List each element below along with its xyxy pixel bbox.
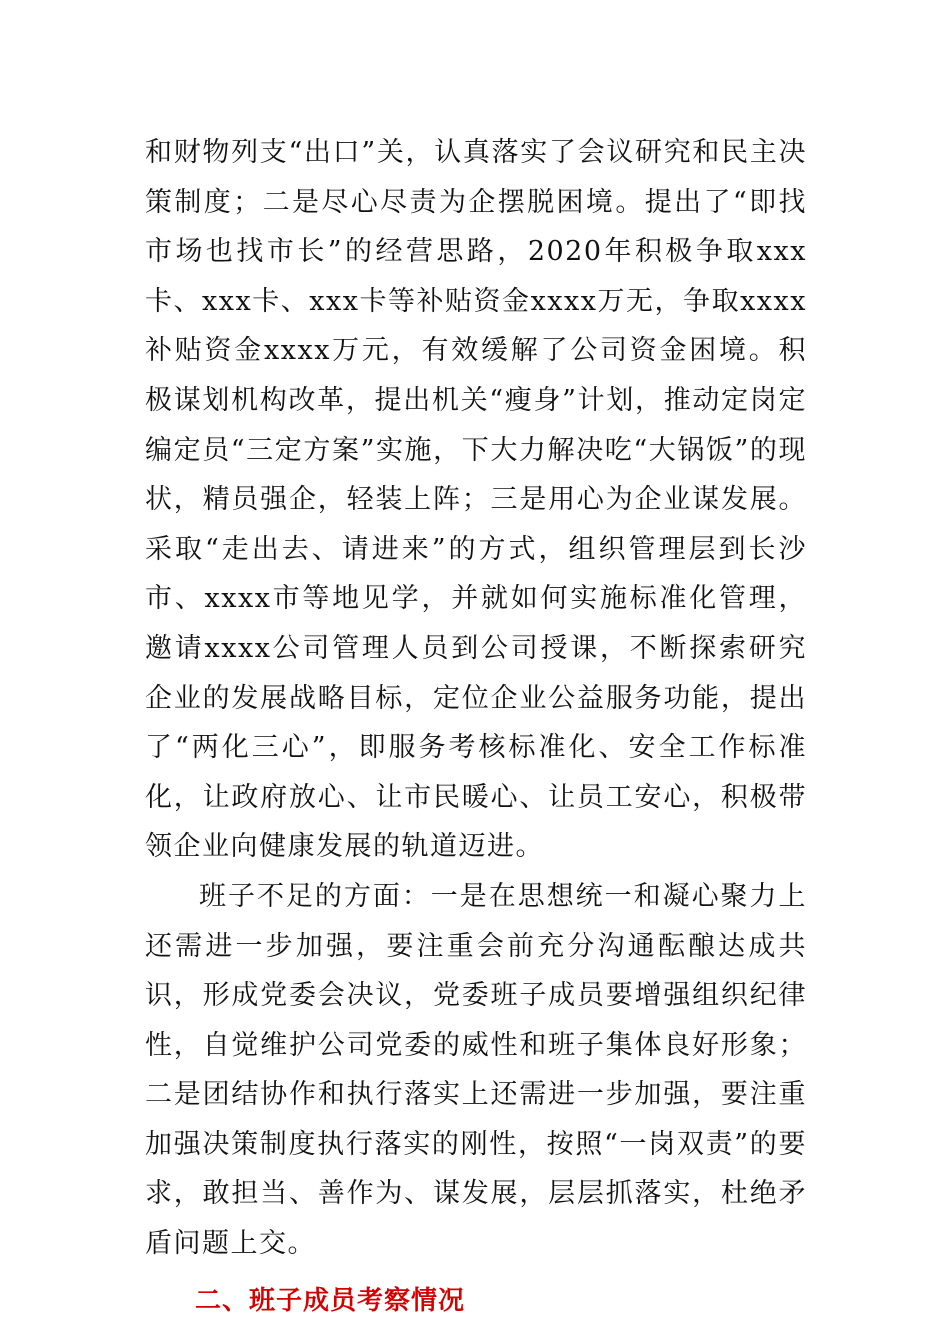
paragraph-shortcomings: 班子不足的方面：一是在思想统一和凝心聚力上还需进一步加强，要注重会前充分沟通酝酿达成共识，形成党委会决议，党委班子成员要增强组织纪律性，自觉维护公司党委的威性和班子集体良好形象；二是团结协作和执行落实上还需进一步加强，要注重加强决策制度执行落实的刚性，按照“一岗双责”的要求，敢担当、善作为、谋发展，层层抓落实，杜绝矛盾问题上交。 [145,880,807,1260]
paragraph-achievements: 和财物列支“出口”关，认真落实了会议研究和民主决策制度；二是尽心尽责为企摆脱困境。提出了“即找市场也找市长”的经营思路，2020年积极争取xxx卡、xxx卡、xxx卡等补贴资金xxxx万无，争取xxxx补贴资金xxxx万元，有效缓解了公司资金困境。积极谋划机构改革，提出机关“瘦身”计划，推动定岗定编定员“三定方案”实施，下大力解决吃“大锅饭”的现状，精员强企，轻装上阵；三是用心为企业谋发展。采取“走出去、请进来”的方式，组织管理层到长沙市、xxxx市等地见学，并就如何实施标准化管理，邀请xxxx公司管理人员到公司授课，不断探索研究企业的发展战略目标，定位企业公益服务功能，提出了“两化三心”，即服务考核标准化、安全工作标准化，让政府放心、让市民暖心、让员工安心，积极带领企业向健康发展的轨道迈进。 [145,137,807,863]
document-body [145,128,807,1326]
section-heading-member-review: 二、班子成员考察情况 [195,1285,466,1316]
